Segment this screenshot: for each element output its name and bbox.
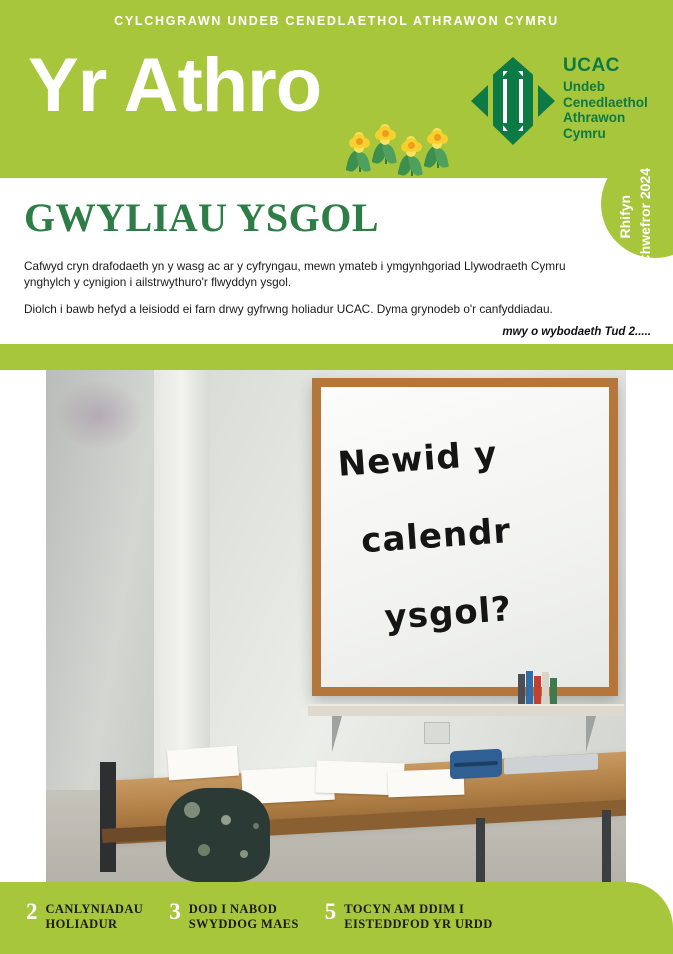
ucac-name-line-3: Athrawon xyxy=(563,110,626,125)
photo-shadow xyxy=(54,380,144,450)
contents-label-line-2: EISTEDDFOD YR URDD xyxy=(344,917,493,931)
ucac-name-line-2: Cenedlaethol xyxy=(563,94,648,110)
magazine-title: Yr Athro xyxy=(28,43,322,128)
whiteboard-text xyxy=(335,409,601,660)
contents-label-line-1: DOD I NABOD xyxy=(188,902,278,916)
desk-leg xyxy=(602,810,611,882)
ucac-shield-icon xyxy=(471,57,555,145)
issue-label: Rhifyn xyxy=(617,194,633,239)
footer-band xyxy=(0,882,673,954)
desk-leg xyxy=(476,818,485,882)
contents-label-line-2: HOLIADUR xyxy=(45,917,118,931)
ucac-abbreviation: UCAC xyxy=(563,55,620,76)
backpack xyxy=(166,788,270,882)
masthead-kicker: CYLCHGRAWN UNDEB CENEDLAETHOL ATHRAWON CYMRU xyxy=(114,14,559,28)
paper-sheet xyxy=(167,746,239,781)
contents-item[interactable] xyxy=(169,899,299,932)
lead-standfirst xyxy=(24,258,608,317)
whiteboard-line-3: ysgol? xyxy=(383,589,514,638)
contents-list xyxy=(26,899,493,932)
more-info-pointer: mwy o wybodaeth Tud 2..... xyxy=(502,326,651,338)
wall-shelf xyxy=(308,704,624,716)
lead-headline: GWYLIAU YSGOL xyxy=(24,195,380,240)
whiteboard-line-2: calendr xyxy=(359,511,513,562)
issue-date: Chwefror 2024 xyxy=(637,168,653,265)
contents-page-number: 3 xyxy=(169,899,181,924)
contents-item[interactable] xyxy=(26,899,144,932)
contents-item[interactable] xyxy=(324,899,493,932)
ucac-logo xyxy=(471,55,651,153)
ucac-name-line-1: Undeb xyxy=(563,79,605,94)
contents-page-number: 5 xyxy=(324,899,337,924)
cover-photo xyxy=(46,370,626,882)
pencil-case xyxy=(450,749,502,780)
lead-paragraph-1: Cafwyd cryn drafodaeth yn y wasg ac ar y cyfryngau, mewn ymateb i ymgynhgoriad Llywodraeth Cymru ynghylch y cynigion i ailstrwythuro'r flwyddyn ysgol. xyxy=(24,259,566,289)
chair-back xyxy=(100,762,116,872)
whiteboard-line-1: Newid y xyxy=(336,433,499,485)
whiteboard xyxy=(312,378,618,696)
contents-label-line-1: CANLYNIADAU xyxy=(45,902,144,916)
books-on-shelf xyxy=(518,670,608,704)
wall-socket xyxy=(424,722,450,744)
contents-label-line-2: SWYDDOG MAES xyxy=(188,917,299,931)
divider-band xyxy=(0,344,673,370)
contents-page-number: 2 xyxy=(26,899,38,924)
masthead-band xyxy=(0,0,673,178)
issue-badge-text xyxy=(615,168,659,264)
lead-paragraph-2: Diolch i bawb hefyd a leisiodd ei farn drwy gyfrwng holiadur UCAC. Dyma grynodeb o'r canfyddiadau. xyxy=(24,302,553,316)
ucac-name-line-4: Cymru xyxy=(563,125,606,141)
daffodil-decoration xyxy=(350,120,470,174)
photo-pillar xyxy=(154,370,210,790)
contents-label-line-1: TOCYN AM DDIM I xyxy=(344,902,465,916)
